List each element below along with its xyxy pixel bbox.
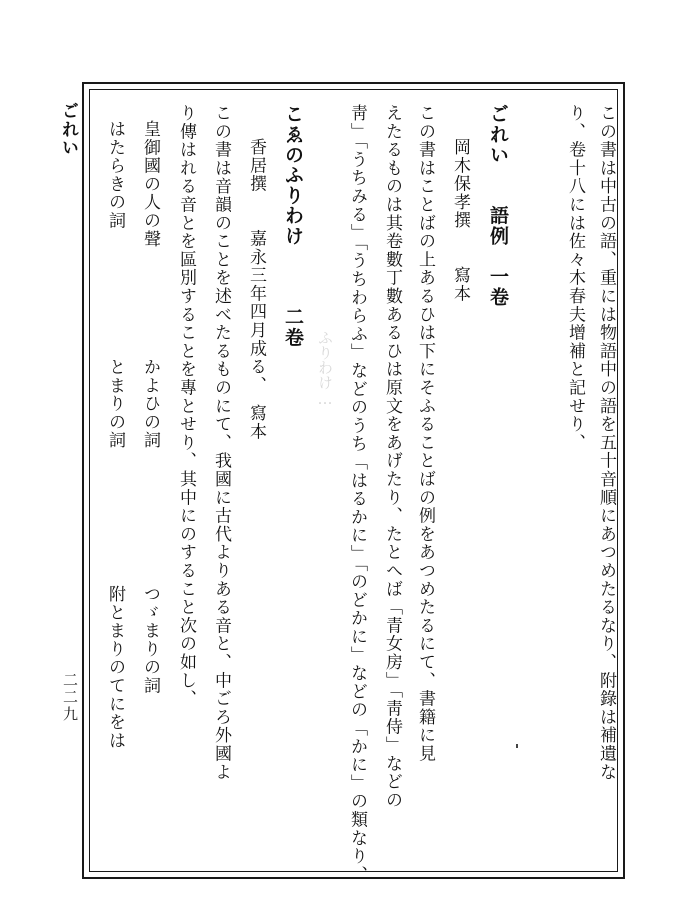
page-number: 二二九	[61, 672, 79, 723]
section-body-line: この書は音韻のことを述べたるものにて、我國に古代よりある音と、中ごろ外國よ	[211, 104, 231, 782]
section-author-koe: 香居撰 嘉永三年四月成る、 寫本	[246, 138, 266, 441]
section-body-line: この書はことばの上あるひは下にそふることばの例をあつめたるにて、書籍に見	[415, 104, 435, 763]
section-heading-gorei: ごれい 語例 一卷	[487, 104, 509, 307]
list-item: つゞまりの詞	[140, 585, 160, 695]
margin-header: ごれい	[58, 102, 78, 157]
section-body-line: 靑」「うちみる」「うちわらふ」などのうち「はるかに」「のどかに」などの「かに」の類なり、	[347, 104, 367, 884]
section-author-gorei: 岡木保孝撰 寫本	[450, 138, 470, 303]
section-body-line: えたるものは其卷數丁數あるひは原文をあげたり、たとへば「青女房」「靑侍」などの	[382, 104, 402, 810]
intro-line-2: り、卷十八には佐々木春夫增補と記せり、	[565, 104, 585, 452]
scan-speck	[516, 744, 518, 748]
bleed-through-text: ふりわけ…	[316, 330, 334, 408]
intro-line-1: この書は中古の語、重には物語中の語を五十音順にあつめたるなり、附錄は補遺な	[596, 104, 616, 782]
list-item: とまりの詞	[105, 358, 125, 450]
list-item: 附とまりのてにをは	[105, 585, 125, 750]
section-heading-koe-no-furiwake: こゑのふりわけ 二卷	[282, 104, 304, 348]
list-item: 皇御國の人の聲	[140, 120, 160, 249]
section-body-line: り傳はれる音とを區別することを專とせり、其中にのすること次の如し、	[176, 104, 196, 708]
list-item: はたらきの詞	[105, 120, 125, 230]
list-item: かよひの詞	[140, 358, 160, 450]
